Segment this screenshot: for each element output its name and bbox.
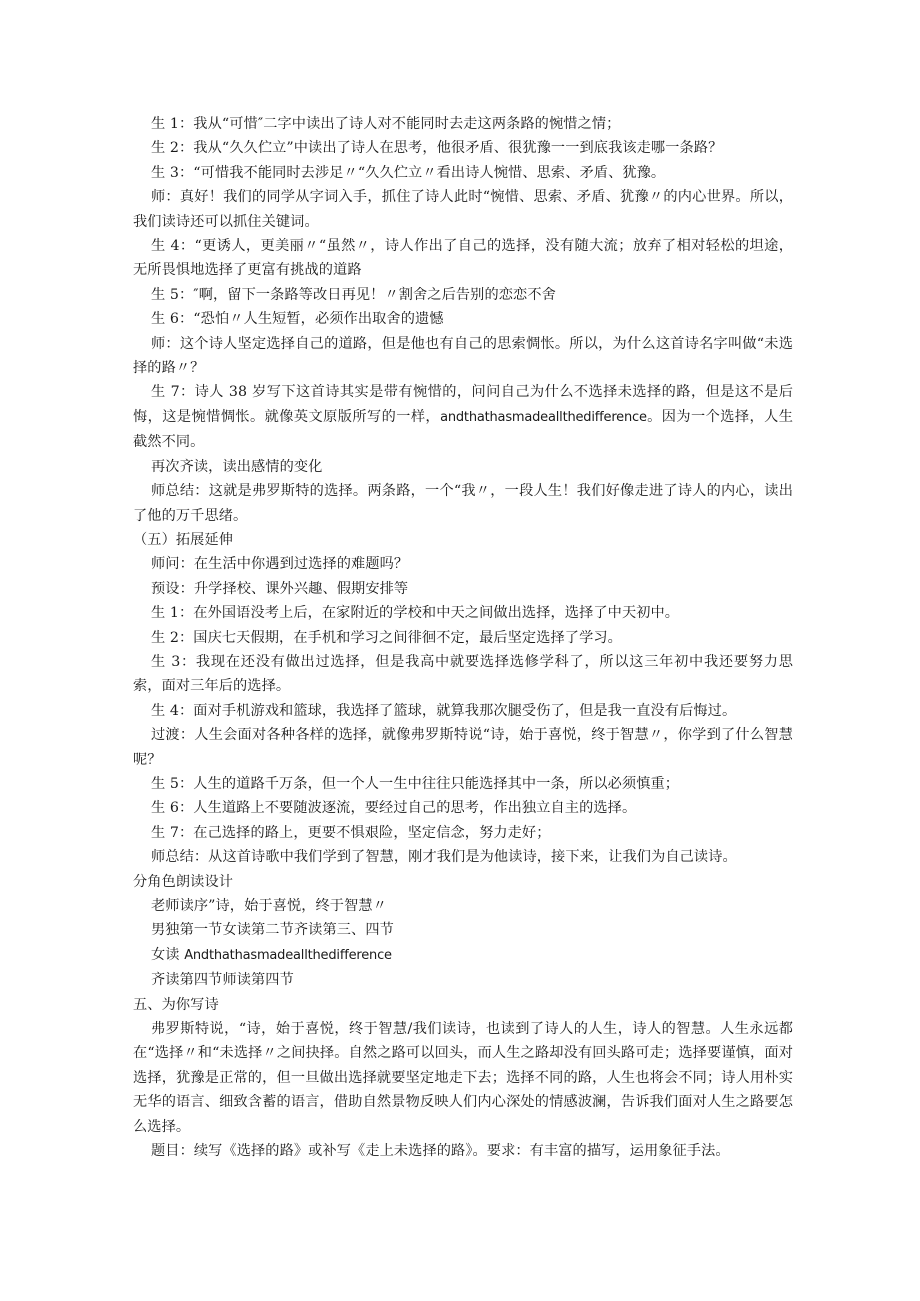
paragraph-student-b3: 生 3：我现在还没有做出过选择，但是我高中就要选择选修学科了，所以这三年初中我还要努力思索，面对三年后的选择。 xyxy=(133,653,793,695)
female-reading-label: 女读 xyxy=(151,946,185,963)
english-quote: andthathasmadeallthedifference xyxy=(440,409,647,425)
paragraph-female-reading xyxy=(133,943,793,968)
section-heading-extension: （五）拓展延伸 xyxy=(133,531,234,548)
paragraph-student-b1: 生 1：在外国语没考上后，在家附近的学校和中天之间做出选择，选择了中天初中。 xyxy=(151,605,680,622)
paragraph-student-6: 生 6：“恐怕〃人生短暂，必须作出取舍的遗憾 xyxy=(151,311,444,328)
paragraph-teacher-ask: 师问：在生活中你遇到过选择的难题吗？ xyxy=(151,556,409,573)
paragraph-student-b4: 生 4：面对手机游戏和篮球，我选择了篮球，就算我那次腿受伤了，但是我一直没有后悔过。 xyxy=(151,702,737,719)
paragraph-student-1: 生 1：我从“可惜″二字中读出了诗人对不能同时去走这两条路的惋惜之情； xyxy=(151,116,621,132)
english-quote-2: Andthathasmadeallthedifference xyxy=(184,947,392,963)
paragraph-teacher-preface: 老师读序”诗，始于喜悦，终于智慧〃 xyxy=(151,898,387,914)
paragraph-student-7 xyxy=(133,380,793,454)
section-heading-write-poem: 五、为你写诗 xyxy=(133,996,219,1013)
paragraph-student-5: 生 5：″啊，留下一条路等改日再见！〃割舍之后告别的恋恋不舍 xyxy=(151,286,556,303)
paragraph-teacher-summary: 师总结：这就是弗罗斯特的选择。两条路，一个“我〃，一段人生！我们好像走进了诗人的内心，读出了他的万千思绪。 xyxy=(133,483,793,524)
paragraph-student-7-part-a: 生 7：诗人 38 岁写下这首诗其实是带有惋惜的，问问自己为什么不选择未选择的路，但是这不是后悔，这是惋惜惆怅。就像英文原版所写的一样， xyxy=(133,384,793,425)
paragraph-student-2: 生 2：我从“久久伫立”中读出了诗人在思考，他很矛盾、很犹豫一一到底我该走哪一条路？ xyxy=(151,140,723,157)
paragraph-student-b2: 生 2：国庆七天假期，在手机和学习之间徘徊不定，最后坚定选择了学习。 xyxy=(151,629,622,646)
paragraph-assignment: 题目：续写《选择的路》或补写《走上未选择的路》。要求：有丰富的描写，运用象征手法。 xyxy=(151,1143,730,1160)
paragraph-frost-quote: 弗罗斯特说，“诗，始于喜悦，终于智慧/我们读诗，也读到了诗人的人生，诗人的智慧。人生永远都在“选择〃和“未选择〃之间抉择。自然之路可以回头，而人生之路却没有回头路可走；选择要谨慎，面对选择，犹豫是正常的，但一旦做出选择就要坚定地走下去；选择不同的路，人生也将会不同；诗人用朴实无华的语言、细致含蓄的语言，借助自然景物反映人们内心深处的情感波澜，告诉我们面对人生之路要怎么选择。 xyxy=(133,1021,793,1135)
paragraph-student-3: 生 3：“可惜我不能同时去涉足〃“久久伫立〃看出诗人惋惜、思索、矛盾、犹豫。 xyxy=(151,164,666,181)
paragraph-teacher-summary-2: 师总结：从这首诗歌中我们学到了智慧，刚才我们是为他读诗，接下来，让我们为自己读诗。 xyxy=(151,849,737,866)
paragraph-reread: 再次齐读，读出感情的变化 xyxy=(151,458,323,475)
paragraph-student-4: 生 4：“更诱人，更美丽〃“虽然〃，诗人作出了自己的选择，没有随大流；放弃了相对轻松的坦途，无所畏惧地选择了更富有挑战的道路 xyxy=(133,238,793,279)
paragraph-preset: 预设：升学择校、课外兴趣、假期安排等 xyxy=(151,580,409,597)
paragraph-student-b6: 生 6：人生道路上不要随波逐流，要经过自己的思考，作出独立自主的选择。 xyxy=(151,800,637,817)
paragraph-student-b7: 生 7：在己选择的路上，更要不惧艰险，坚定信念，努力走好； xyxy=(151,824,551,841)
paragraph-teacher-question: 师：这个诗人坚定选择自己的道路，但是他也有自己的思索惆怅。所以，为什么这首诗名字叫做“未选择的路〃？ xyxy=(133,335,793,377)
paragraph-transition: 过渡：人生会面对各种各样的选择，就像弗罗斯特说“诗，始于喜悦，终于智慧〃，你学到了什么智慧呢？ xyxy=(133,727,793,768)
paragraph-teacher-praise: 师：真好！我们的同学从字词入手，抓住了诗人此时“惋惜、思索、矛盾、犹豫〃的内心世界。所以，我们读诗还可以抓住关键词。 xyxy=(133,189,793,230)
paragraph-group-reading: 齐读第四节师读第四节 xyxy=(151,972,294,989)
paragraph-student-7-part-c: 。因为一个选择，人生截然不同。 xyxy=(133,408,793,451)
paragraph-student-b5: 生 5：人生的道路千万条，但一个人一生中往往只能选择其中一条，所以必须慎重； xyxy=(151,775,680,792)
document-body xyxy=(133,112,793,1163)
paragraph-reading-arrangement: 男独第一节女读第二节齐读第三、四节 xyxy=(151,922,394,939)
section-heading-role-reading: 分角色朗读设计 xyxy=(133,873,234,890)
